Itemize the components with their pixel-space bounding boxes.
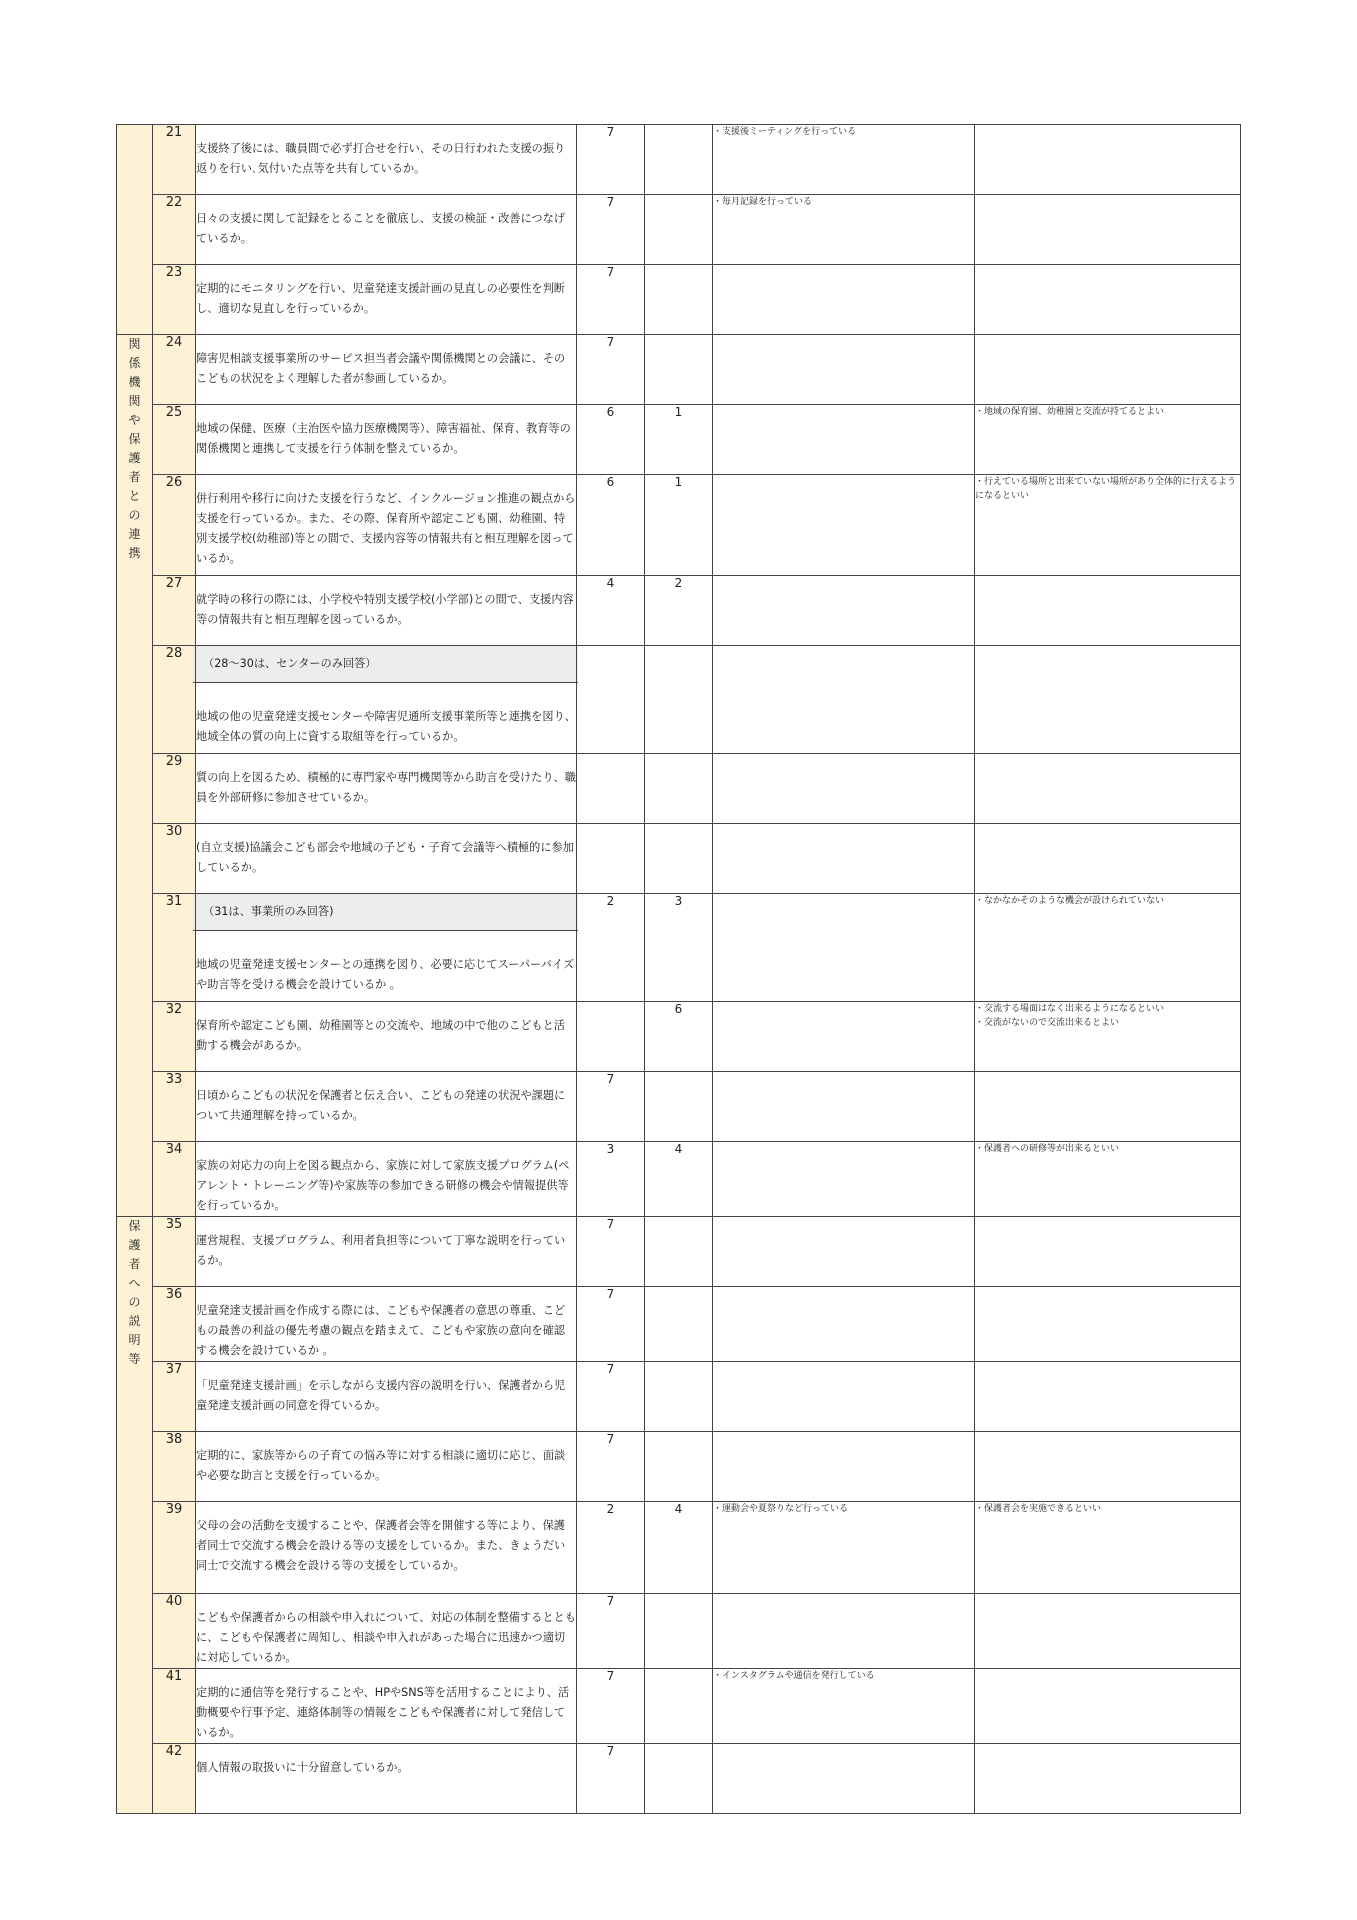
no-count: [645, 265, 713, 335]
staff-comment: [713, 1362, 975, 1432]
no-count: [645, 125, 713, 195]
yes-count: 2: [577, 1502, 645, 1594]
yes-count: 2: [577, 894, 645, 1002]
item-number: 28: [153, 646, 196, 754]
question-text: 個人情報の取扱いに十分留意しているか。: [196, 1761, 409, 1774]
no-count: 4: [645, 1142, 713, 1217]
question-text: 地域の保健、医療（主治医や協力医療機関等）、障害福祉、保育、教育等の関係機関と連携して支援を行う体制を整えているか。: [196, 422, 571, 455]
table-body: [117, 125, 1241, 1814]
improvement-comment: [975, 1432, 1241, 1502]
staff-comment: [713, 1217, 975, 1287]
staff-comment: [713, 1594, 975, 1669]
question-text: 児童発達支援計画を作成する際には、こどもや保護者の意思の尊重、こどもの最善の利益の優先考慮の観点を踏まえて、こどもや家族の意向を確認する機会を設けているか 。: [196, 1304, 566, 1357]
no-count: 1: [645, 475, 713, 576]
item-number: 33: [153, 1072, 196, 1142]
staff-comment: [713, 1744, 975, 1814]
question-text: 家族の対応力の向上を図る観点から、家族に対して家族支援プログラム(ペアレント・トレーニング等)や家族等の参加できる研修の機会や情報提供等を行っているか。: [196, 1159, 570, 1212]
improvement-comment: [975, 576, 1241, 646]
staff-comment: [713, 475, 975, 576]
question-cell: [196, 1502, 577, 1594]
improvement-comment: [975, 335, 1241, 405]
table-row: [117, 195, 1241, 265]
no-count: [645, 824, 713, 894]
category-label: 保護者への説明等: [128, 1219, 141, 1366]
no-count: 2: [645, 576, 713, 646]
yes-count: 7: [577, 125, 645, 195]
question-cell: [196, 1142, 577, 1217]
staff-comment: [713, 1002, 975, 1072]
question-text: 「児童発達支援計画」を示しながら支援内容の説明を行い、保護者から児童発達支援計画の同意を得ているか。: [196, 1379, 566, 1412]
yes-count: [577, 1002, 645, 1072]
question-text: こどもや保護者からの相談や申入れについて、対応の体制を整備するとともに、こどもや保護者に周知し、相談や申入れがあった場合に迅速かつ適切に対応しているか。: [196, 1611, 576, 1664]
staff-comment: ・毎月記録を行っている: [713, 195, 975, 265]
question-text: (自立支援)協議会こども部会や地域の子ども・子育て会議等へ積極的に参加しているか。: [196, 841, 574, 874]
item-number: 35: [153, 1217, 196, 1287]
item-number: 32: [153, 1002, 196, 1072]
question-cell: [196, 1217, 577, 1287]
question-cell: [196, 576, 577, 646]
item-number: 29: [153, 754, 196, 824]
no-count: [645, 335, 713, 405]
improvement-comment: [975, 1594, 1241, 1669]
no-count: [645, 195, 713, 265]
improvement-comment: [975, 1362, 1241, 1432]
improvement-comment: [975, 1744, 1241, 1814]
improvement-comment: [975, 1669, 1241, 1744]
table-row: [117, 754, 1241, 824]
no-count: [645, 1217, 713, 1287]
question-cell: [196, 195, 577, 265]
question-text: 保育所や認定こども園、幼稚園等との交流や、地域の中で他のこどもと活動する機会があるか。: [196, 1019, 565, 1052]
question-cell: [196, 125, 577, 195]
item-number: 23: [153, 265, 196, 335]
question-cell: [196, 335, 577, 405]
staff-comment: [713, 1072, 975, 1142]
question-cell: [196, 405, 577, 475]
improvement-comment: [975, 1287, 1241, 1362]
staff-comment: [713, 1287, 975, 1362]
item-number: 37: [153, 1362, 196, 1432]
question-cell: [196, 824, 577, 894]
table-row: [117, 1502, 1241, 1594]
question-cell: [196, 1362, 577, 1432]
staff-comment: [713, 894, 975, 1002]
yes-count: 6: [577, 475, 645, 576]
yes-count: 7: [577, 1669, 645, 1744]
yes-count: 6: [577, 405, 645, 475]
item-number: 27: [153, 576, 196, 646]
category-label: 関係機関や保護者との連携: [128, 337, 141, 560]
yes-count: 7: [577, 1217, 645, 1287]
table-row: [117, 1217, 1241, 1287]
improvement-comment: [975, 1217, 1241, 1287]
improvement-comment: ・保護者会を実施できるといい: [975, 1502, 1241, 1594]
staff-comment: [713, 824, 975, 894]
question-cell: [196, 475, 577, 576]
yes-count: 7: [577, 1287, 645, 1362]
no-count: [645, 1362, 713, 1432]
question-text: 併行利用や移行に向けた支援を行うなど、インクルージョン推進の観点から支援を行っているか。また、その際、保育所や認定こども園、幼稚園、特別支援学校(幼稚部)等との間で、支援内容等の情報共有と相互理解を図っているか。: [196, 492, 576, 565]
table-row: [117, 475, 1241, 576]
question-cell: [196, 1072, 577, 1142]
staff-comment: [713, 405, 975, 475]
improvement-comment: [975, 754, 1241, 824]
staff-comment: ・支援後ミーティングを行っている: [713, 125, 975, 195]
no-count: 3: [645, 894, 713, 1002]
improvement-comment: [975, 195, 1241, 265]
item-number: 40: [153, 1594, 196, 1669]
question-text: 日頃からこどもの状況を保護者と伝え合い、こどもの発達の状況や課題について共通理解を持っているか。: [196, 1089, 566, 1122]
item-number: 41: [153, 1669, 196, 1744]
yes-count: 7: [577, 1432, 645, 1502]
yes-count: 7: [577, 1072, 645, 1142]
item-number: 26: [153, 475, 196, 576]
question-cell: [196, 1669, 577, 1744]
table-row: [117, 125, 1241, 195]
table-row: [117, 1594, 1241, 1669]
question-text: 質の向上を図るため、積極的に専門家や専門機関等から助言を受けたり、職員を外部研修に参加させているか。: [196, 771, 576, 804]
question-text: 地域の児童発達支援センターとの連携を図り、必要に応じてスーパーバイズや助言等を受ける機会を設けているか 。: [196, 958, 575, 991]
answer-scope-note: （31は、事業所のみ回答): [193, 894, 578, 931]
table-row: [117, 1432, 1241, 1502]
question-cell: [196, 754, 577, 824]
question-text: 定期的に通信等を発行することや、HPやSNS等を活用することにより、活動概要や行事予定、連絡体制等の情報をこどもや保護者に対して発信しているか。: [196, 1686, 570, 1739]
question-cell: [196, 1594, 577, 1669]
item-number: 39: [153, 1502, 196, 1594]
item-number: 21: [153, 125, 196, 195]
table-row: [117, 1362, 1241, 1432]
improvement-comment: ・地域の保育園、幼稚園と交流が持てるとよい: [975, 405, 1241, 475]
no-count: [645, 1744, 713, 1814]
item-number: 24: [153, 335, 196, 405]
no-count: [645, 1432, 713, 1502]
improvement-comment: ・交流する場面はなく出来るようになるといい ・交流がないので交流出来るとよい: [975, 1002, 1241, 1072]
yes-count: 3: [577, 1142, 645, 1217]
question-cell: [196, 894, 577, 1002]
category-cell: [117, 335, 153, 1217]
table-row: [117, 1669, 1241, 1744]
improvement-comment: ・保護者への研修等が出来るといい: [975, 1142, 1241, 1217]
question-text: 日々の支援に関して記録をとることを徹底し、支援の検証・改善につなげているか。: [196, 212, 565, 245]
no-count: [645, 754, 713, 824]
improvement-comment: ・行えている場所と出来ていない場所があり全体的に行えるようになるといい: [975, 475, 1241, 576]
yes-count: [577, 754, 645, 824]
item-number: 25: [153, 405, 196, 475]
table-row: [117, 265, 1241, 335]
yes-count: [577, 824, 645, 894]
question-cell: [196, 1432, 577, 1502]
table-row: [117, 576, 1241, 646]
table-row: [117, 1002, 1241, 1072]
item-number: 22: [153, 195, 196, 265]
no-count: [645, 1594, 713, 1669]
question-cell: [196, 646, 577, 754]
question-text: 定期的に、家族等からの子育ての悩み等に対する相談に適切に応じ、面談や必要な助言と支援を行っているか。: [196, 1449, 566, 1482]
improvement-comment: [975, 824, 1241, 894]
staff-comment: [713, 335, 975, 405]
improvement-comment: [975, 265, 1241, 335]
category-cell: [117, 1217, 153, 1814]
staff-comment: [713, 576, 975, 646]
yes-count: 7: [577, 1362, 645, 1432]
table-row: [117, 405, 1241, 475]
item-number: 34: [153, 1142, 196, 1217]
item-number: 31: [153, 894, 196, 1002]
staff-comment: [713, 1432, 975, 1502]
question-cell: [196, 1002, 577, 1072]
table-row: [117, 646, 1241, 754]
staff-comment: ・インスタグラムや通信を発行している: [713, 1669, 975, 1744]
no-count: 6: [645, 1002, 713, 1072]
staff-comment: [713, 646, 975, 754]
question-text: 父母の会の活動を支援することや、保護者会等を開催する等により、保護者同士で交流する機会を設ける等の支援をしているか。また、きょうだい同士で交流する機会を設ける等の支援をしているか。: [196, 1519, 566, 1572]
table-row: [117, 1744, 1241, 1814]
no-count: [645, 1287, 713, 1362]
no-count: [645, 1669, 713, 1744]
evaluation-table: [116, 124, 1241, 1814]
question-text: 地域の他の児童発達支援センターや障害児通所支援事業所等と連携を図り、地域全体の質の向上に資する取組等を行っているか。: [196, 710, 576, 743]
question-text: 支援終了後には、職員間で必ず打合せを行い、その日行われた支援の振り返りを行い､気付いた点等を共有しているか。: [196, 142, 566, 175]
table-row: [117, 824, 1241, 894]
item-number: 38: [153, 1432, 196, 1502]
staff-comment: ・運動会や夏祭りなど行っている: [713, 1502, 975, 1594]
question-text: 障害児相談支援事業所のサービス担当者会議や関係機関との会議に、そのこどもの状況をよく理解した者が参画しているか。: [196, 352, 566, 385]
question-text: 運営規程、支援プログラム、利用者負担等について丁寧な説明を行っているか。: [196, 1234, 566, 1267]
table-row: [117, 894, 1241, 1002]
category-cell: [117, 125, 153, 335]
no-count: [645, 1072, 713, 1142]
improvement-comment: ・なかなかそのような機会が設けられていない: [975, 894, 1241, 1002]
question-cell: [196, 265, 577, 335]
improvement-comment: [975, 646, 1241, 754]
yes-count: 7: [577, 265, 645, 335]
yes-count: 7: [577, 1744, 645, 1814]
table-row: [117, 1072, 1241, 1142]
improvement-comment: [975, 1072, 1241, 1142]
item-number: 42: [153, 1744, 196, 1814]
question-cell: [196, 1287, 577, 1362]
staff-comment: [713, 754, 975, 824]
yes-count: 7: [577, 195, 645, 265]
table-row: [117, 335, 1241, 405]
table-row: [117, 1142, 1241, 1217]
improvement-comment: [975, 125, 1241, 195]
yes-count: [577, 646, 645, 754]
staff-comment: [713, 265, 975, 335]
yes-count: 7: [577, 1594, 645, 1669]
item-number: 36: [153, 1287, 196, 1362]
yes-count: 4: [577, 576, 645, 646]
question-text: 定期的にモニタリングを行い、児童発達支援計画の見直しの必要性を判断し、適切な見直しを行っているか。: [196, 282, 565, 315]
no-count: 4: [645, 1502, 713, 1594]
answer-scope-note: （28～30は、センターのみ回答）: [193, 646, 578, 683]
item-number: 30: [153, 824, 196, 894]
staff-comment: [713, 1142, 975, 1217]
question-text: 就学時の移行の際には、小学校や特別支援学校(小学部)との間で、支援内容等の情報共有と相互理解を図っているか。: [196, 593, 574, 626]
question-cell: [196, 1744, 577, 1814]
no-count: 1: [645, 405, 713, 475]
yes-count: 7: [577, 335, 645, 405]
no-count: [645, 646, 713, 754]
table-row: [117, 1287, 1241, 1362]
